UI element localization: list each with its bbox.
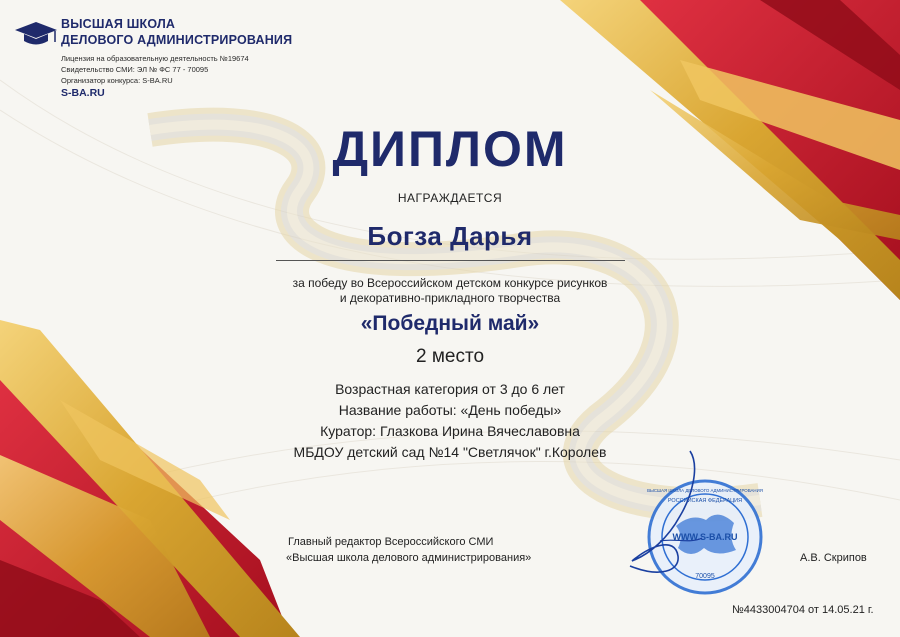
stamp-number: 70095 xyxy=(695,573,715,580)
curator: Куратор: Глазкова Ирина Вячеславовна xyxy=(320,423,580,439)
diploma-title: ДИПЛОМ xyxy=(332,121,568,177)
recipient-name: Богза Дарья xyxy=(367,221,533,251)
name-underline xyxy=(276,260,625,261)
license-text: Лицензия на образовательную деятельность №19674 xyxy=(61,54,249,63)
site-link[interactable]: S-BA.RU xyxy=(61,87,105,99)
place-text: 2 место xyxy=(415,346,485,367)
editor-line1: Главный редактор Всероссийского СМИ xyxy=(288,536,494,548)
org-name-line2: ДЕЛОВОГО АДМИНИСТРИРОВАНИЯ xyxy=(61,33,293,47)
signatory-name: А.В. Скрипов xyxy=(800,552,867,564)
stamp-country: РОССИЙСКАЯ ФЕДЕРАЦИЯ xyxy=(667,498,743,504)
stamp-org: ВЫСШАЯ ШКОЛА ДЕЛОВОГО АДМИНИСТРИРОВАНИЯ xyxy=(647,488,763,493)
description-line1: за победу во Всероссийском детском конкурсе рисунков xyxy=(292,276,608,290)
institution: МБДОУ детский сад №14 "Светлячок" г.Королев xyxy=(293,444,607,460)
age-category: Возрастная категория от 3 до 6 лет xyxy=(335,381,565,397)
contest-name: «Победный май» xyxy=(360,312,540,335)
header xyxy=(15,14,295,104)
stamp-site: WWW.S-BA.RU xyxy=(672,532,738,542)
description-line2: и декоративно-прикладного творчества xyxy=(339,291,561,305)
signature xyxy=(620,446,710,586)
media-cert-text: Свидетельство СМИ: ЭЛ № ФС 77 - 70095 xyxy=(61,65,209,74)
org-name-line1: ВЫСШАЯ ШКОЛА xyxy=(61,17,176,31)
organizer-text: Организатор конкурса: S-BA.RU xyxy=(61,76,173,85)
graduation-cap-icon xyxy=(15,22,57,48)
editor-line2: «Высшая школа делового администрирования» xyxy=(286,552,532,564)
awarded-label: НАГРАЖДАЕТСЯ xyxy=(397,191,503,205)
work-title: Название работы: «День победы» xyxy=(338,402,562,418)
certificate-number: №4433004704 от 14.05.21 г. xyxy=(732,604,874,616)
